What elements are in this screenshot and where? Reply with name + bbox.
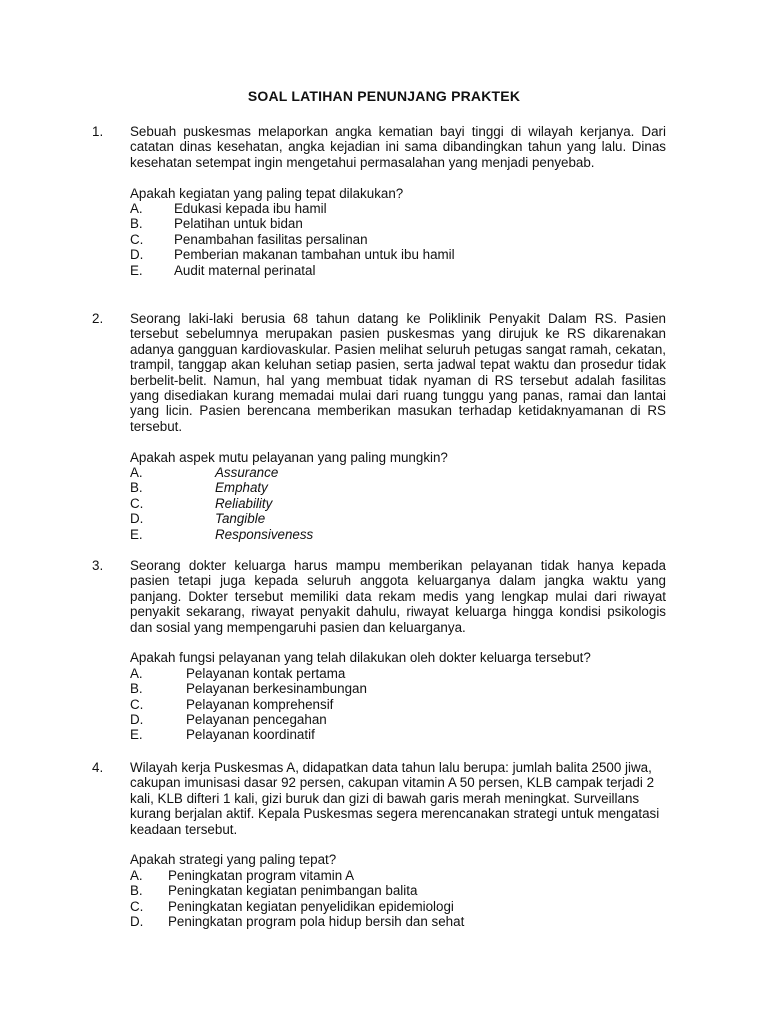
question-prompt: Apakah strategi yang paling tepat? — [130, 852, 337, 868]
option-letter: D. — [130, 511, 144, 527]
option-letter: C. — [130, 898, 144, 914]
option-letter: D. — [130, 914, 144, 929]
option-letter: E. — [130, 526, 143, 542]
option-text: Edukasi kepada ibu hamil — [174, 201, 327, 217]
option-b — [130, 480, 666, 495]
option-text: Peningkatan program vitamin A — [168, 867, 355, 883]
option-text: Reliability — [215, 495, 273, 511]
option-a — [130, 868, 666, 883]
option-e — [130, 727, 666, 742]
question-number: 3. — [92, 558, 104, 573]
option-e — [130, 263, 666, 278]
question-text: Wilayah kerja Puskesmas A, didapatkan data tahun lalu berupa: jumlah balita 2500 jiwa, cakupan imunisasi dasar 92 persen, cakupan vitamin A 50 persen, KLB campak terjadi 2 kali, KLB difteri 1 kali, gizi buruk dan gizi di bawah garis merah meningkat. Surveillans kurang berjalan aktif. Kepala Puskesmas segera merencanakan strategi untuk mengatasi keadaan tersebut. — [130, 760, 660, 837]
option-text: Peningkatan program pola hidup bersih dan sehat — [168, 914, 465, 929]
option-text: Pelayanan pencegahan — [186, 712, 327, 727]
option-letter: B. — [130, 480, 143, 496]
option-letter: D. — [130, 247, 144, 263]
option-b — [130, 883, 666, 898]
question-number: 1. — [92, 124, 104, 139]
question-prompt: Apakah aspek mutu pelayanan yang paling mungkin? — [130, 449, 448, 465]
option-letter: E. — [130, 262, 143, 278]
option-text: Pelayanan koordinatif — [186, 727, 315, 743]
question-text: Seorang dokter keluarga harus mampu memberikan pelayanan tidak hanya kepada pasien tetapi juga kepada seluruh anggota keluarganya dalam jangka waktu yang panjang. Dokter tersebut memiliki data rekam medis yang lengkap mulai dari riwayat penyakit sekarang, riwayat penyakit dahulu, riwayat keluarga hingga kondisi psikologis dan sosial yang mempengaruhi pasien dan keluarganya. — [130, 558, 666, 635]
question-number: 2. — [92, 311, 104, 326]
option-text: Pemberian makanan tambahan untuk ibu hamil — [174, 247, 455, 263]
option-text: Assurance — [215, 465, 279, 481]
option-a — [130, 201, 666, 216]
option-c — [130, 899, 666, 914]
option-letter: D. — [130, 712, 144, 727]
option-letter: A. — [130, 867, 143, 883]
option-text: Penambahan fasilitas persalinan — [174, 231, 368, 247]
option-letter: C. — [130, 696, 144, 712]
option-text: Pelayanan komprehensif — [186, 696, 334, 712]
option-d — [130, 914, 666, 929]
option-text: Peningkatan kegiatan penyelidikan epidemiologi — [168, 898, 454, 914]
option-letter: A. — [130, 201, 143, 217]
option-c — [130, 697, 666, 712]
option-letter: B. — [130, 681, 143, 697]
question-number: 4. — [92, 760, 104, 775]
question-text: Seorang laki-laki berusia 68 tahun datang ke Poliklinik Penyakit Dalam RS. Pasien tersebut sebelumnya merupakan pasien puskesmas yang dirujuk ke RS dikarenakan adanya gangguan kardiovaskular. Pasien melihat seluruh petugas sangat ramah, cekatan, trampil, tanggap akan keluhan setiap pasien, serta jadwal tepat waktu dan prosedur tidak berbelit-belit. Namun, hal yang membuat tidak nyaman di RS tersebut adalah fasilitas yang disediakan kurang memadai mulai dari ruang tunggu yang panas, ramai dan lantai yang licin. Pasien berencana memberikan masukan terhadap ketidaknyamanan di RS tersebut. — [130, 311, 666, 434]
option-letter: E. — [130, 727, 143, 743]
option-b — [130, 216, 666, 231]
option-text: Tangible — [215, 511, 266, 527]
option-a — [130, 666, 666, 681]
option-text: Pelatihan untuk bidan — [174, 216, 303, 232]
option-d — [130, 712, 666, 727]
option-text: Peningkatan kegiatan penimbangan balita — [168, 883, 418, 899]
option-a — [130, 465, 666, 480]
option-letter: C. — [130, 495, 144, 511]
page-title: SOAL LATIHAN PENUNJANG PRAKTEK — [247, 88, 521, 104]
option-text: Pelayanan kontak pertama — [186, 665, 346, 681]
option-d — [130, 247, 666, 262]
option-letter: B. — [130, 883, 143, 899]
option-e — [130, 527, 666, 542]
option-c — [130, 496, 666, 511]
option-text: Emphaty — [215, 480, 268, 496]
option-text: Audit maternal perinatal — [174, 262, 316, 278]
option-c — [130, 232, 666, 247]
option-letter: B. — [130, 216, 143, 232]
question-prompt: Apakah kegiatan yang paling tepat dilakukan? — [130, 185, 404, 201]
option-d — [130, 511, 666, 526]
option-letter: A. — [130, 665, 143, 681]
option-letter: A. — [130, 465, 143, 481]
question-text: Sebuah puskesmas melaporkan angka kematian bayi tinggi di wilayah kerjanya. Dari catatan dinas kesehatan, angka kejadian ini sama dibandingkan tahun yang lalu. Dinas kesehatan setempat ingin mengetahui permasalahan yang menjadi penyebab. — [130, 124, 666, 170]
option-text: Pelayanan berkesinambungan — [186, 681, 367, 697]
question-prompt: Apakah fungsi pelayanan yang telah dilakukan oleh dokter keluarga tersebut? — [130, 650, 591, 666]
option-b — [130, 681, 666, 696]
option-letter: C. — [130, 231, 144, 247]
option-text: Responsiveness — [215, 526, 314, 542]
